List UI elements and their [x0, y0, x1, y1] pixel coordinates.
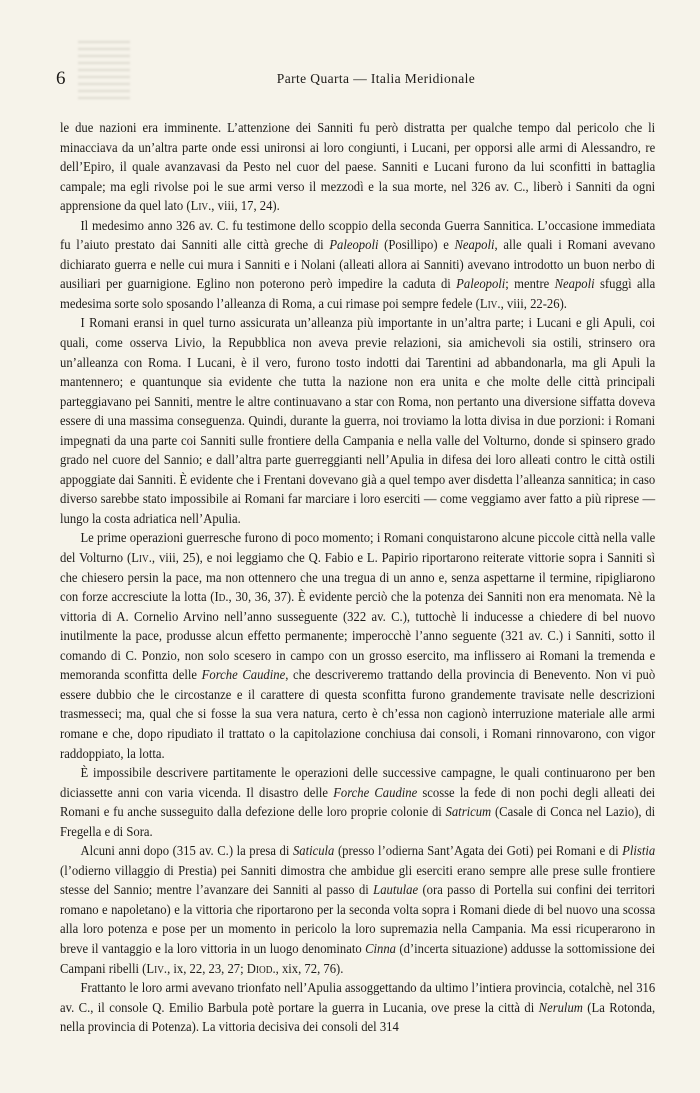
text-run: ; mentre — [505, 276, 555, 292]
citation-abbrev: Liv. — [190, 198, 212, 214]
text-run: (Posillipo) e — [378, 237, 455, 253]
text-run: (La Rotonda, nella provincia di Potenza). La vittoria decisiva dei consoli del 314 — [60, 999, 656, 1035]
italic-term: Nerulum — [538, 999, 583, 1015]
text-run: Frattanto le loro armi avevano trionfato nell’Apulia assoggettando da ultimo l’intiera provincia, cotalchè, nel 316 av. C., il console Q. Emilio Barbula potè portare la guerra in Lucania, ove prese la città di — [60, 980, 656, 1015]
page-number: 6 — [56, 68, 66, 89]
italic-term: Paleopoli — [329, 237, 379, 253]
text-run: , viii, 22-26). — [500, 295, 567, 311]
italic-term: Neapoli — [554, 276, 595, 292]
text-run: (Casale di Conca nel Lazio), di Fregella e di Sora. — [60, 804, 656, 839]
italic-term: Forche Caudine — [201, 667, 286, 683]
text-run: (d’incerta situazione) addusse la sottomissione dei Campani ribelli ( — [60, 940, 656, 976]
paragraph — [60, 528, 655, 763]
text-run: , 30, 36, 37). È evidente perciò che la potenza dei Sanniti non era menomata. Nè la vittoria di A. Cornelio Arvino nell’anno susseguente (322 av. C.), tuttochè li inducesse a chiedere di bel nuovo inutilmente la pace, produsse alcun effetto permanente; imperocchè l’anno seguente (321 av. C.) i Sanniti, sotto il comando di C. Ponzio, non solo scesero in campo con un grosso esercito, ma inflissero ai Romani la tremenda e memoranda sconfitta delle — [60, 589, 656, 683]
paragraph — [60, 763, 655, 841]
text-run: , che descriveremo trattando della provincia di Benevento. Non vi può essere dubbio che le circostanze e il carattere di questa sconfitta furono grandemente travisate nelle descrizioni trasmesseci; ma, qual che si fosse la sua vera natura, certo è ch’essa non cagionò interruzione materiale alle armi romane e che, dopo ripudiato il trattato o la capitolazione conchiusa dai consoli, i Romani rinnovarono, con vigor raddoppiato, la lotta. — [60, 667, 656, 761]
italic-term: Forche Caudine — [333, 784, 418, 800]
text-run: Alcuni anni dopo (315 av. C.) la presa di — [80, 843, 293, 859]
text-run: le due nazioni era imminente. L’attenzione dei Sanniti fu però distratta per qualche tempo dal pericolo che li minacciava da un’altra parte onde essi unironsi ai loro congiunti, i Lucani, per opporsi alle armi di Alessandro, re dell’Epiro, il quale avanzavasi da Pesto nel cuor del paese. Sanniti e Lucani furono da lui sconfitti in battaglia campale; ma egli rivolse poi le sue armi verso il mezzodì e la sua morte, nel 326 av. C., liberò i Sanniti da ogni apprensione da quel lato ( — [60, 120, 656, 214]
italic-term: Satricum — [445, 804, 492, 820]
italic-term: Paleopoli — [456, 276, 506, 292]
text-run: , ix, 22, 23, 27; — [167, 960, 247, 976]
italic-term: Neapoli — [454, 237, 495, 253]
text-run: (ora passo di Portella sui confini dei territori romano e napoletano) e la vittoria che riportarono per la seconda volta sopra i Romani diede di bel nuovo una scossa alla loro potenza e pose per un momento in pericolo la loro supremazia nella Campania. Ma essi ricuperarono in breve il vantaggio e la loro vittoria in un luogo denominato — [60, 882, 656, 956]
text-run: Il medesimo anno 326 av. C. fu testimone dello scoppio della seconda Guerra Sannitica. L’occasione immediata fu l’aiuto prestato dai Sanniti alle città greche di — [60, 217, 656, 253]
paragraph — [60, 978, 655, 1037]
text-run: È impossibile descrivere partitamente le operazioni delle successive campagne, le quali continuarono per ben diciassette anni con varia vicenda. Il disastro delle — [60, 765, 656, 800]
text-run: Le prime operazioni guerresche furono di poco momento; i Romani conquistarono alcune piccole città nella valle del Volturno ( — [60, 530, 656, 566]
citation-abbrev: Liv. — [146, 960, 168, 976]
citation-abbrev: Liv. — [479, 295, 501, 311]
italic-term: Saticula — [292, 843, 335, 859]
paragraph — [60, 313, 655, 528]
citation-abbrev: Diod. — [246, 960, 276, 976]
text-run: (l’odierno villaggio di Prestia) pei Sanniti dimostra che ambidue gli eserciti erano sempre alle prese sulle frontiere stesse del Sannio; mentre l’avanzare dei Sanniti al passo di — [60, 862, 656, 898]
text-run: , xix, 72, 76). — [275, 960, 344, 976]
italic-term: Lautulae — [373, 882, 419, 898]
text-run: I Romani eransi in quel turno assicurata un’alleanza più importante in un’altra parte; i Lucani e gli Apuli, coi quali, come osserva Livio, la Repubblica non aveva previe relazioni, sia amichevoli sia ostili, strinsero ora un’alleanza con Roma. I Lucani, è il vero, furono tosto indotti dai Tarentini ad abbandonarla, ma gli Apuli la mantennero; e quantunque sia evidente che tutta la nazione non era unita e che molte delle città principali parteggiavano pei Sanniti, mentre le altre continuavano a star con Roma, non pertanto una diversione siffatta doveva essere di una massima conseguenza. Quindi, durante la guerra, noi troviamo la lotta divisa in due porzioni: i Romani impegnati da una parte coi Sanniti sulle frontiere della Campania e nella valle del Volturno, donde si spinsero grado grado nel cuore del Sannio; e dall’altra parte guerreggianti nell’Apulia in difesa dei loro alleati contro le città ostili appoggiate dai Sanniti. È evidente che i Frentani dovevano già a quel tempo aver disdetta l’alleanza sannitica; in caso diverso sarebbe stato impossibile ai Romani far marciare i loro eserciti — come veggiamo aver fatto a più riprese — lungo la costa adriatica nell’Apulia. — [60, 315, 656, 526]
running-head: Parte Quarta — Italia Meridionale — [276, 71, 476, 86]
text-run: scosse la fede di non pochi degli alleati dei Romani e fu anche susseguito dalla defezione delle loro proprie colonie di — [60, 784, 656, 820]
text-run: sfuggì alla medesima sorte solo sposando l’alleanza di Roma, a cui rimase poi sempre fedele ( — [60, 276, 656, 311]
text-run: , viii, 17, 24). — [211, 198, 280, 214]
text-run: (presso l’odierna Sant’Agata dei Goti) pei Romani e di — [334, 843, 623, 859]
citation-abbrev: Liv. — [131, 550, 152, 566]
page-header — [56, 68, 656, 94]
italic-term: Cinna — [365, 940, 396, 956]
citation-abbrev: Id. — [214, 589, 229, 605]
italic-term: Plistia — [622, 843, 656, 859]
text-run: , viii, 25), e noi leggiamo che Q. Fabio e L. Papirio riportarono reiterate vittorie sopra i Sanniti sì che chiesero persin la pace, ma non ottennero che una tregua di un anno e, senza aspettarne il termine, ripigliarono con forze accresciute la lotta ( — [60, 550, 656, 605]
paragraph — [60, 216, 655, 314]
paragraph — [60, 841, 655, 978]
paragraph — [60, 118, 655, 216]
text-run: , alle quali i Romani avevano dichiarato guerra e nelle cui mura i Sanniti e i Nolani (alleati allora ai Sanniti) avevano introdotto un buon nerbo di ausiliari per guarnigione. Eglino non poterono però impedire la caduta di — [60, 237, 656, 292]
body-text — [60, 118, 655, 1037]
